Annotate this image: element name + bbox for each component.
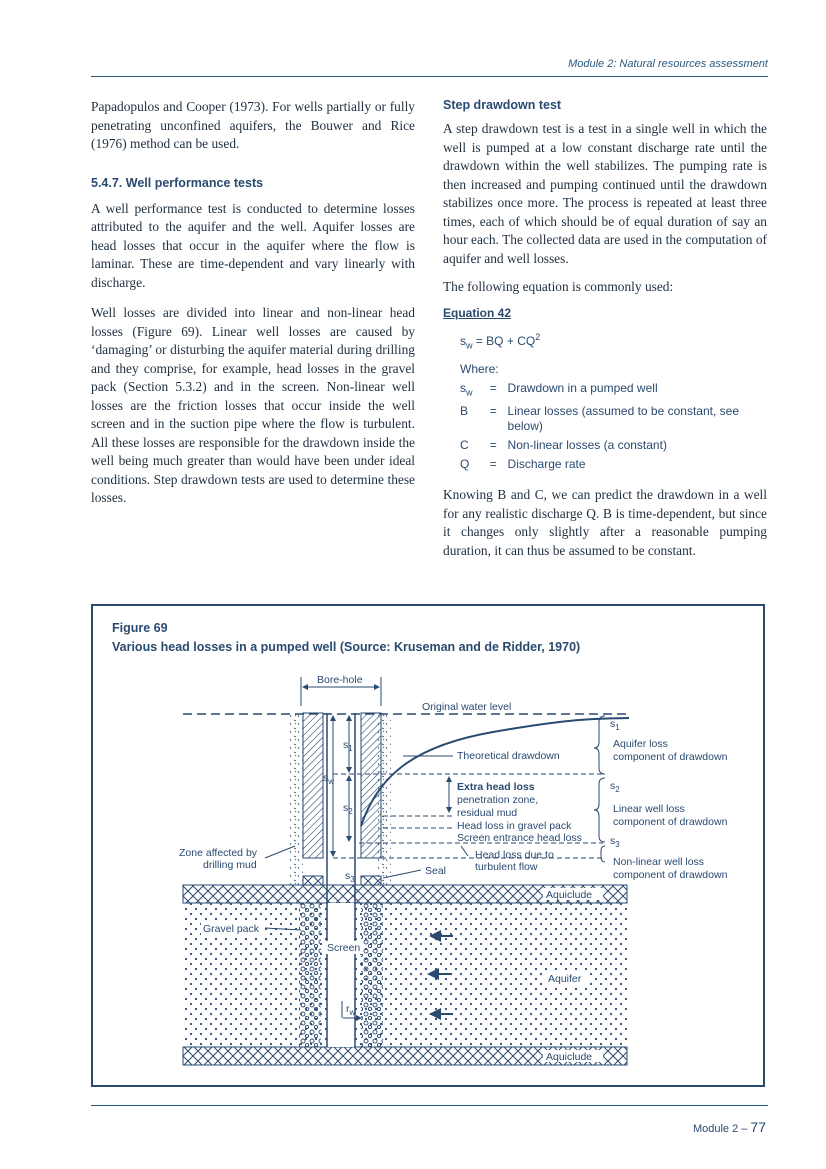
mud-zone-left (289, 713, 303, 885)
definition-symbol: B (460, 404, 469, 419)
original-water-level-label: Original water level (422, 701, 512, 713)
aquiclude-top-label: Aquiclude (546, 889, 593, 901)
penetration-zone-label: penetration zone, (457, 794, 539, 806)
equation-rhs-sup: 2 (535, 331, 541, 342)
footer-module: Module 2 – (692, 1123, 751, 1135)
nonlinear-loss-label-1: Non-linear well loss (613, 856, 705, 868)
s3-inner-label: $s_3$ (345, 870, 355, 884)
rw-label: $r_w$ (346, 1003, 356, 1017)
footer-rule (91, 1105, 768, 1106)
left-paragraph-3: Well losses are divided into linear and non-linear head losses (Figure 69). Linear well losses are caused by ‘damaging’ or disturbing the aquifer material during drilling and they comprise, for example, head losses in the gravel pack (Section 5.3.2) and in the screen. Non-linear well losses are the friction losses that occur inside the well screen and in the suction pipe where the flow is turbulent. All these losses are responsible for the drawdown inside the well being much greater than would have been under ideal conditions. Step drawdown tests are used to determine these losses. (91, 305, 415, 505)
casing-left (303, 713, 323, 858)
gravel-pack-left (299, 903, 321, 1047)
screen-entrance-label: Screen entrance head loss (457, 832, 582, 844)
bore-hole-label: Bore-hole (317, 674, 363, 686)
running-head: Module 2: Natural resources assessment (568, 58, 768, 70)
figure-box (91, 604, 765, 1087)
definition-symbol: $s_w$ (460, 380, 473, 398)
aquifer-label: Aquifer (548, 973, 582, 985)
equation (460, 332, 767, 350)
turbulent-flow-label-2: turbulent flow (475, 861, 538, 873)
equation-rhs: = BQ + CQ (472, 333, 536, 348)
right-paragraph-3: Knowing B and C, we can predict the drawdown in a well for any realistic discharge Q. B is time-dependent, but since it changes only slightly after a reasonable pumping duration, it can thus be assumed to be constant. (443, 487, 767, 558)
extra-head-loss-label: Extra head loss (457, 781, 535, 793)
definition-row (460, 457, 767, 472)
figure-number: Figure 69 (112, 621, 168, 635)
definition-description: Drawdown in a pumped well (507, 380, 658, 395)
screen-label: Screen (327, 942, 361, 954)
s2-inner-label: $s_2$ (343, 802, 353, 816)
definition-description: Non-linear losses (a constant) (507, 438, 667, 453)
well-diagram (93, 606, 763, 1085)
definition-row (460, 404, 767, 434)
s1-label: $s_1$ (610, 718, 620, 732)
page-footer (693, 1119, 766, 1135)
right-column (443, 98, 767, 560)
nonlinear-loss-label-2: component of drawdown (613, 869, 728, 881)
definition-equals: = (489, 404, 497, 419)
left-paragraph-1: Papadopulos and Cooper (1973). For wells partially or fully penetrating unconfined aquifers, the Bouwer and Rice (1976) method can be used. (91, 99, 415, 151)
linear-loss-label-1: Linear well loss (613, 803, 685, 815)
page-number: 77 (750, 1119, 766, 1135)
s2-label: $s_2$ (610, 780, 620, 794)
definition-equals: = (489, 438, 497, 453)
well-bore (328, 903, 354, 1047)
equation-lhs: s (460, 333, 466, 348)
seal-left (303, 876, 323, 885)
definition-symbol: Q (460, 457, 470, 472)
aquiclude-bottom-label: Aquiclude (546, 1051, 593, 1063)
definition-row (460, 381, 767, 400)
definition-description: Discharge rate (507, 457, 586, 472)
definition-row (460, 438, 767, 453)
zone-affected-label-1: Zone affected by (179, 847, 258, 859)
right-paragraph-2: The following equation is commonly used: (443, 279, 674, 294)
equation-title: Equation 42 (443, 305, 512, 320)
right-heading: Step drawdown test (443, 98, 562, 112)
where-label: Where: (460, 361, 499, 376)
header-rule (91, 76, 768, 77)
figure-caption: Various head losses in a pumped well (Source: Kruseman and de Ridder, 1970) (112, 640, 581, 654)
equation-lhs-sub: w (466, 339, 473, 350)
theoretical-drawdown-label: Theoretical drawdown (457, 750, 560, 762)
s3-label: $s_3$ (610, 835, 620, 849)
definition-equals: = (489, 380, 497, 395)
definition-description: Linear losses (assumed to be constant, see below) (507, 404, 739, 434)
definition-equals: = (489, 457, 497, 472)
section-heading: 5.4.7. Well performance tests (91, 175, 264, 190)
left-column (91, 98, 415, 508)
aquifer-loss-label-1: Aquifer loss (613, 738, 668, 750)
seal-label: Seal (425, 865, 447, 877)
turbulent-flow-label-1: Head loss due to (475, 849, 554, 861)
casing-right (361, 713, 381, 858)
head-loss-gravel-label: Head loss in gravel pack (457, 820, 572, 832)
zone-affected-label-2: drilling mud (203, 859, 257, 871)
seal-right (361, 876, 381, 885)
s1-inner-label: $s_1$ (343, 739, 353, 753)
right-paragraph-1: A step drawdown test is a test in a single well in which the well is pumped at a low constant discharge rate until the drawdown within the well stabilizes. The pumping rate is then increased and pumping continued until the drawdown stabilizes once more. The process is repeated at least three times, each of which should be of equal duration of say an hour each. The collected data are used in the computation of aquifer and well losses. (443, 121, 767, 266)
left-paragraph-2: A well performance test is conducted to determine losses attributed to the aquifer and the well. Aquifer losses are head losses that occur in the aquifer where the flow is laminar. These are time-dependent and vary linearly with discharge. (91, 200, 415, 290)
linear-loss-label-2: component of drawdown (613, 816, 728, 828)
sw-label: $s_w$ (323, 772, 335, 786)
gravel-pack-right (361, 903, 383, 1047)
residual-mud-label: residual mud (457, 807, 518, 819)
gravel-pack-label: Gravel pack (203, 923, 260, 935)
aquifer-loss-label-2: component of drawdown (613, 751, 728, 763)
equation-definitions (460, 362, 767, 472)
definition-symbol: C (460, 438, 469, 453)
